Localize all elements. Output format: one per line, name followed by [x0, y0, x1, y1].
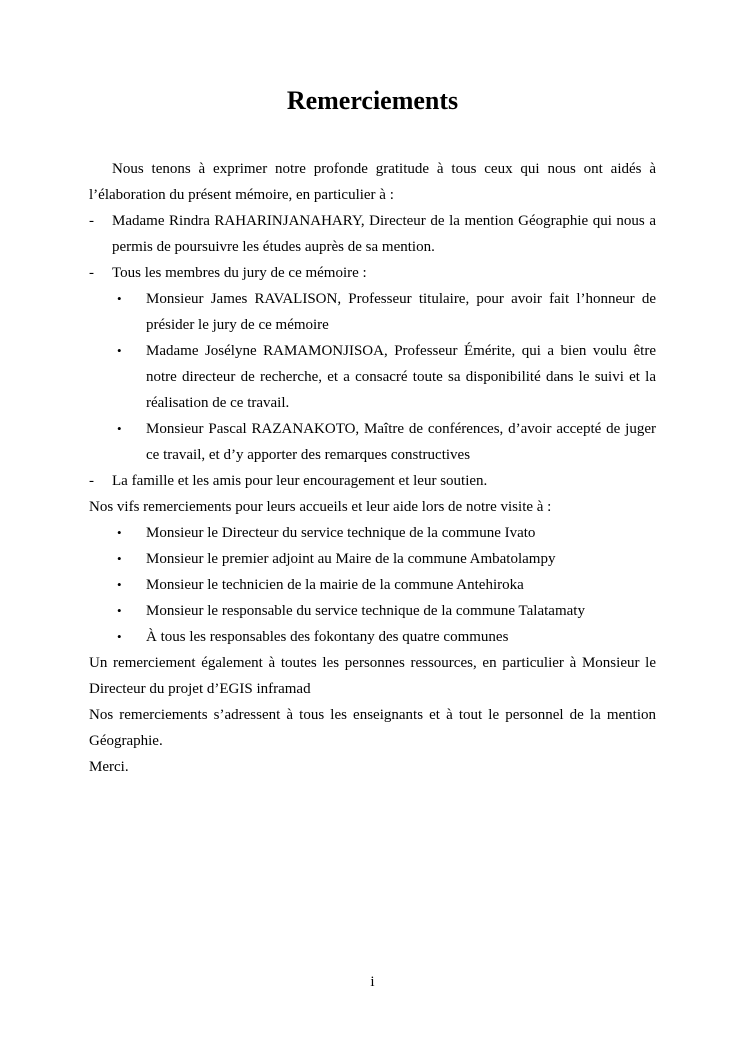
- list-item-text: Monsieur le responsable du service technique de la commune Talatamaty: [146, 603, 585, 619]
- bullet-marker: •: [117, 629, 122, 644]
- dash-marker: -: [89, 213, 94, 229]
- list-item-text: Monsieur James RAVALISON, Professeur titulaire, pour avoir fait l’honneur de présider le jury de ce mémoire: [146, 291, 656, 333]
- list-item-text: Madame Rindra RAHARINJANAHARY, Directeur de la mention Géographie qui nous a permis de poursuivre les études auprès de sa mention.: [112, 213, 656, 255]
- bullet-list-item: [117, 572, 656, 598]
- list-item-text: Monsieur Pascal RAZANAKOTO, Maître de conférences, d’avoir accepté de juger ce travail, et d’y apporter des remarques constructives: [146, 421, 656, 463]
- paragraph: Nos vifs remerciements pour leurs accueils et leur aide lors de notre visite à :: [89, 499, 552, 515]
- bullet-list-item: [117, 286, 656, 338]
- bullet-list-item: [117, 338, 656, 416]
- bullet-marker: •: [117, 577, 122, 592]
- bullet-list-item: [117, 624, 656, 650]
- paragraph: Un remerciement également à toutes les personnes ressources, en particulier à Monsieur le Directeur du projet d’EGIS inframad: [89, 655, 656, 697]
- list-item-text: Monsieur le technicien de la mairie de la commune Antehiroka: [146, 577, 524, 593]
- bullet-marker: •: [117, 551, 122, 566]
- content-blocks: [89, 156, 656, 780]
- dash-list-item: [89, 468, 656, 494]
- dash-marker: -: [89, 265, 94, 281]
- paragraph: Nos remerciements s’adressent à tous les enseignants et à tout le personnel de la mention Géographie.: [89, 707, 656, 749]
- list-item-text: À tous les responsables des fokontany des quatre communes: [146, 629, 509, 645]
- dash-list-item: [89, 208, 656, 260]
- bullet-marker: •: [117, 421, 122, 436]
- list-item-text: Tous les membres du jury de ce mémoire :: [112, 265, 367, 281]
- list-item-text: Madame Josélyne RAMAMONJISOA, Professeur Émérite, qui a bien voulu être notre directeur de recherche, et a consacré toute sa disponibilité dans le suivi et la réalisation de ce travail.: [146, 343, 656, 411]
- list-item-text: Monsieur le Directeur du service technique de la commune Ivato: [146, 525, 536, 541]
- paragraph: Merci.: [89, 759, 129, 775]
- page-title: Remerciements: [286, 86, 459, 115]
- list-item-text: Monsieur le premier adjoint au Maire de la commune Ambatolampy: [146, 551, 556, 567]
- bullet-list-item: [117, 598, 656, 624]
- bullet-marker: •: [117, 343, 122, 358]
- bullet-marker: •: [117, 525, 122, 540]
- page-number: i: [370, 974, 375, 990]
- bullet-list-item: [117, 520, 656, 546]
- bullet-list-item: [117, 416, 656, 468]
- bullet-list-item: [117, 546, 656, 572]
- dash-marker: -: [89, 473, 94, 489]
- paragraph: Nous tenons à exprimer notre profonde gratitude à tous ceux qui nous ont aidés à l’élaboration du présent mémoire, en particulier à :: [89, 161, 656, 203]
- bullet-marker: •: [117, 603, 122, 618]
- dash-list-item: [89, 260, 656, 286]
- bullet-marker: •: [117, 291, 122, 306]
- list-item-text: La famille et les amis pour leur encouragement et leur soutien.: [112, 473, 488, 489]
